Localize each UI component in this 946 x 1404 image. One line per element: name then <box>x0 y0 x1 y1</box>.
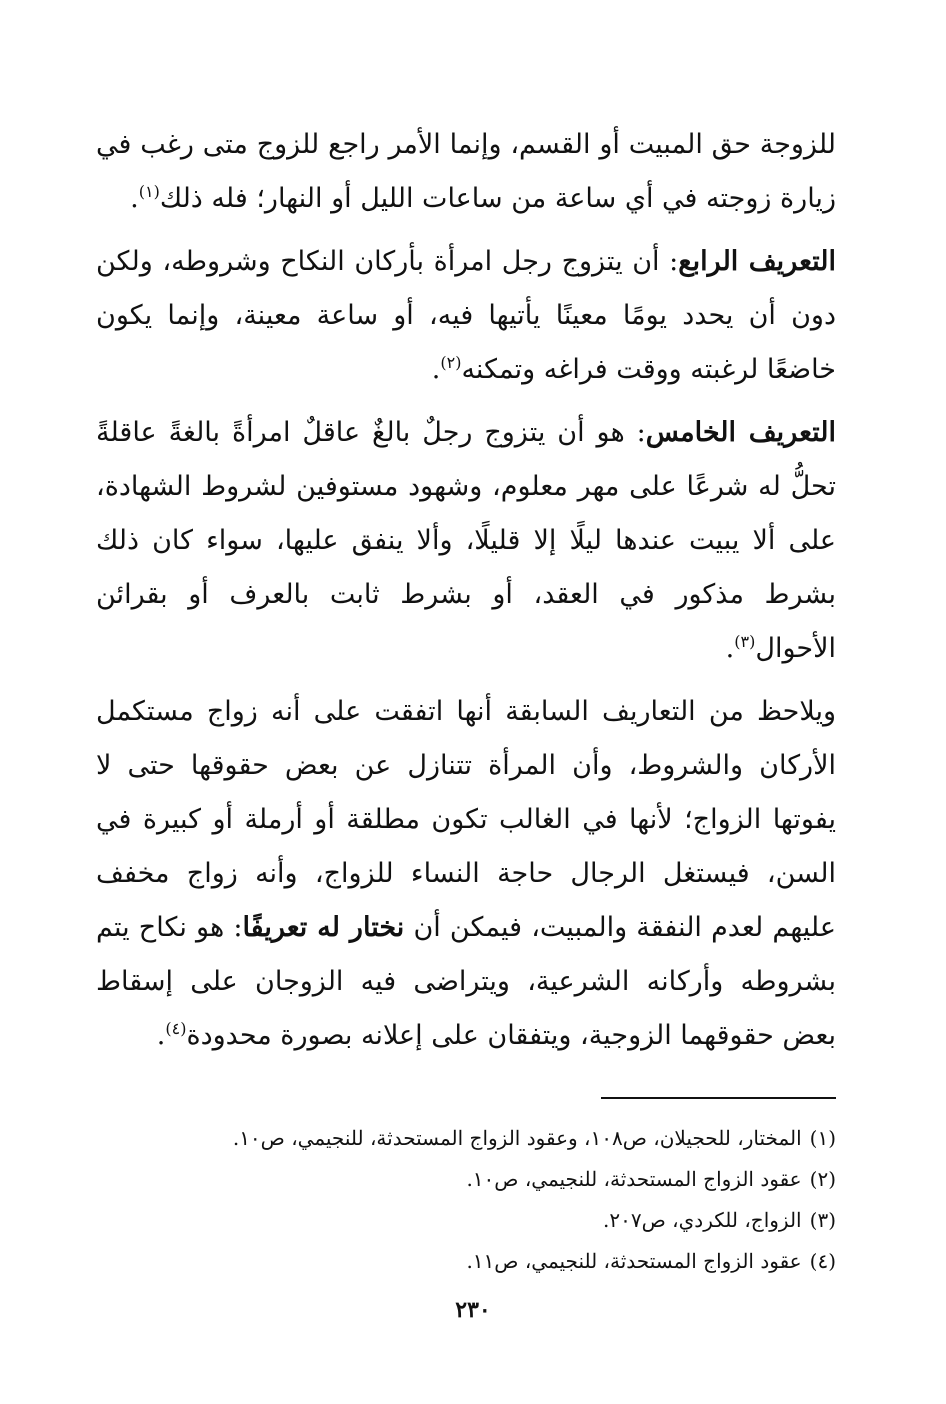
paragraph-end: . <box>156 1020 166 1051</box>
paragraph-end: . <box>431 354 441 385</box>
footnote-number: (٣) <box>809 1208 836 1232</box>
definition-term: التعريف الخامس <box>645 417 836 448</box>
footnote-number: (٤) <box>809 1249 836 1273</box>
footnote-reference[interactable]: (٣) <box>734 632 756 651</box>
footnote-item <box>96 1118 836 1159</box>
definition-term: التعريف الرابع <box>678 246 836 277</box>
footnote-reference[interactable]: (١) <box>138 182 160 201</box>
paragraph-end: . <box>725 633 735 664</box>
footnote-text: عقود الزواج المستحدثة، للنجيمي، ص١١. <box>466 1249 802 1273</box>
footnote-item <box>96 1200 836 1241</box>
footnote-reference[interactable]: (٤) <box>165 1019 187 1038</box>
footnote-separator <box>601 1097 836 1099</box>
footnote-text: الزواج، للكردي، ص٢٠٧. <box>603 1208 802 1232</box>
paragraph-fourth-definition <box>96 235 836 397</box>
page-number: ٢٣٠ <box>455 1297 491 1323</box>
paragraph-end: . <box>130 183 139 214</box>
main-text <box>96 118 836 1063</box>
footnote-number: (٢) <box>809 1167 836 1191</box>
footnote-item <box>96 1241 836 1282</box>
paragraph-text: : أن يتزوج رجل امرأة بأركان النكاح وشروطه، ولكن دون أن يحدد يومًا معينًا يأتيها فيه، أو ساعة معينة، وإنما يكون خاضعًا لرغبته ووقت فراغه وتمكنه <box>96 246 836 385</box>
footnotes <box>96 1118 836 1282</box>
footnote-text: المختار، للحجيلان، ص١٠٨، وعقود الزواج المستحدثة، للنجيمي، ص١٠. <box>232 1126 802 1150</box>
paragraph-text-continued: : هو نكاح يتم بشروطه وأركانه الشرعية، ويتراضى فيه الزوجان على إسقاط بعض حقوقهما الزوجية، ويتفقان على إعلانه بصورة محدودة <box>96 912 836 1051</box>
paragraph-continuation <box>96 118 836 226</box>
paragraph-fifth-definition <box>96 406 836 676</box>
chosen-definition-term: نختار له تعريفًا <box>242 912 405 943</box>
footnote-item <box>96 1159 836 1200</box>
footnote-reference[interactable]: (٢) <box>440 353 462 372</box>
paragraph-observation <box>96 685 836 1063</box>
footnote-number: (١) <box>809 1126 836 1150</box>
paragraph-text: للزوجة حق المبيت أو القسم، وإنما الأمر راجع للزوج متى رغب في زيارة زوجته في أي ساعة من ساعات الليل أو النهار؛ فله ذلك <box>96 129 836 214</box>
paragraph-text: ويلاحظ من التعاريف السابقة أنها اتفقت على أنه زواج مستكمل الأركان والشروط، وأن المرأة تتنازل عن بعض حقوقها حتى لا يفوتها الزواج؛ لأنها في الغالب تكون مطلقة أو أرملة أو كبيرة في السن، فيستغل الرجال حاجة النساء للزواج، وأنه زواج مخفف عليهم لعدم النفقة والمبيت، فيمكن أن <box>96 696 836 943</box>
footnote-text: عقود الزواج المستحدثة، للنجيمي، ص١٠. <box>466 1167 802 1191</box>
paragraph-text: : هو أن يتزوج رجلٌ بالغٌ عاقلٌ امرأةً بالغةً عاقلةً تحلُّ له شرعًا على مهر معلوم، وشهود مستوفين لشروط الشهادة، على ألا يبيت عندها ليلًا إلا قليلًا، وألا ينفق عليها، سواء كان ذلك بشرط مذكور في العقد، أو بشرط ثابت بالعرف أو بقرائن الأحوال <box>96 417 836 664</box>
